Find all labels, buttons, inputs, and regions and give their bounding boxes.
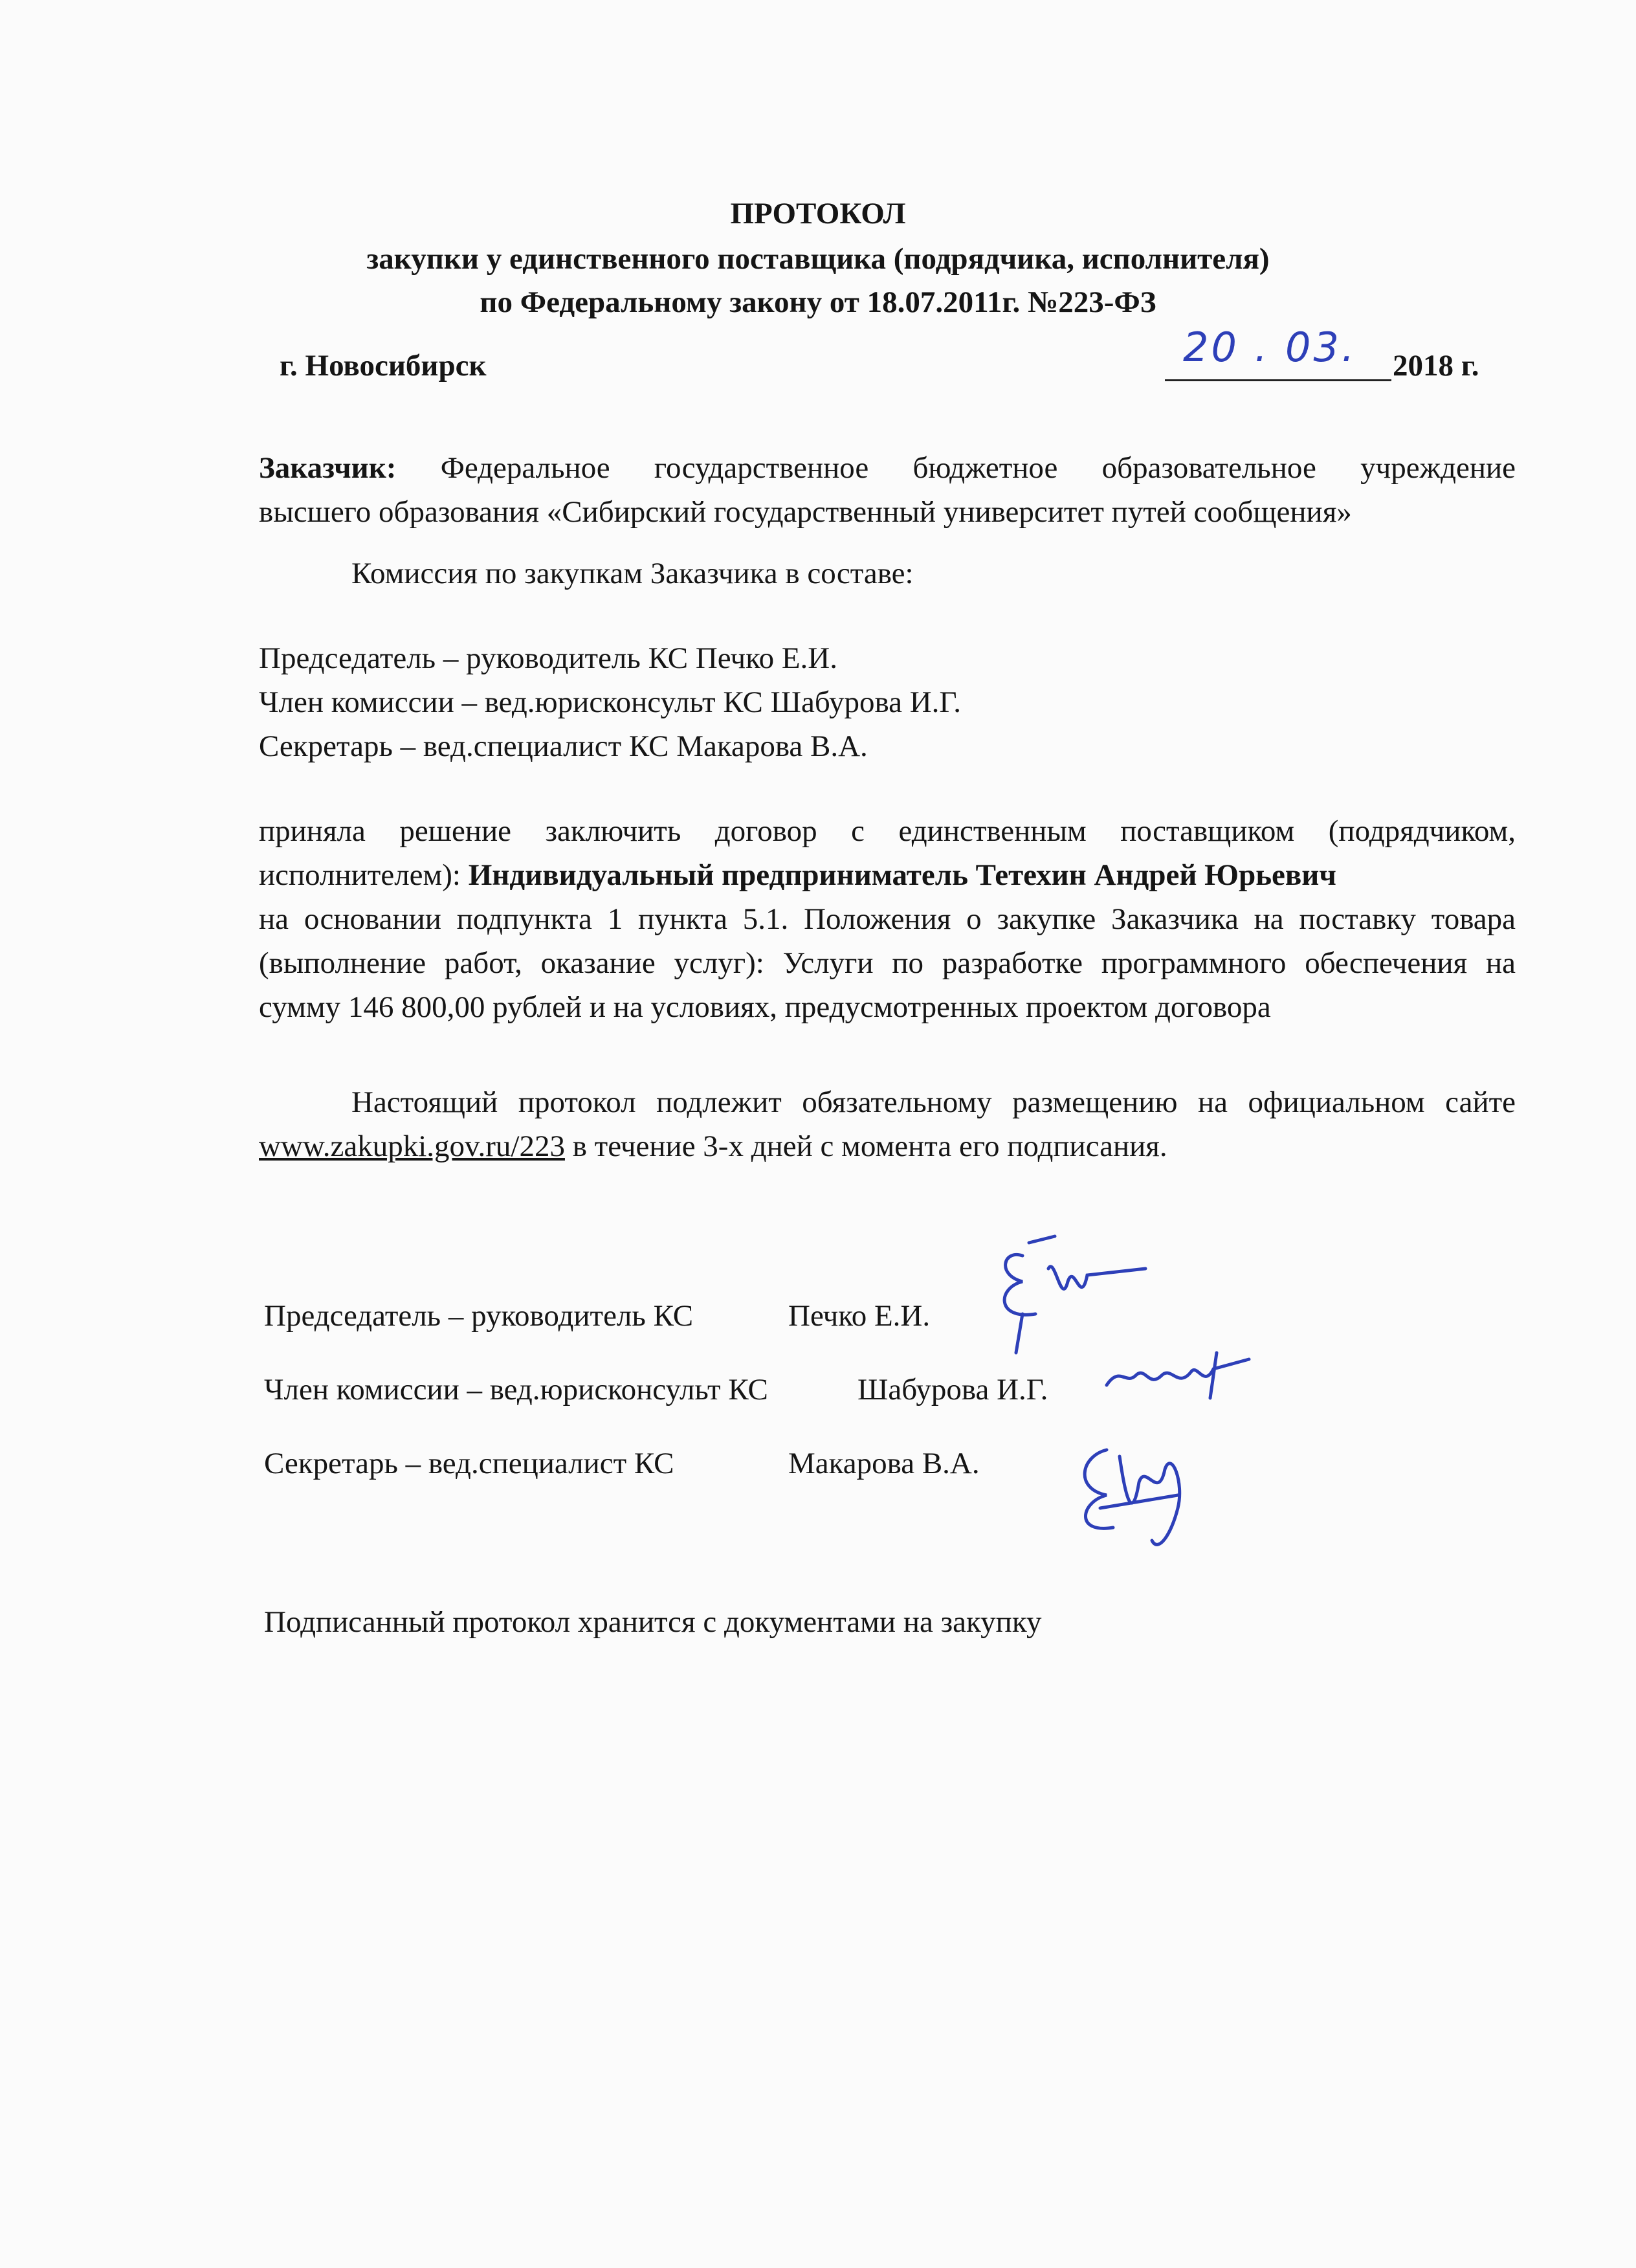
customer-line-2: высшего образования «Сибирский государственный университет путей сообщения»: [259, 495, 1352, 529]
signature-member: [1100, 1340, 1255, 1411]
date-underline: [1165, 379, 1391, 381]
signature-name: Шабурова И.Г.: [857, 1373, 1048, 1406]
document-subtitle-1: закупки у единственного поставщика (подрядчика, исполнителя): [366, 242, 1270, 276]
footer-note: Подписанный протокол хранится с документами на закупку: [264, 1605, 1042, 1639]
publication-line-2: [259, 1127, 1167, 1166]
decision-line-3: на основании подпункта 1 пункта 5.1. Положения о закупке Заказчика на поставку товара: [259, 902, 1516, 936]
commission-member: Секретарь – вед.специалист КС Макарова В.А.: [259, 729, 868, 763]
customer-label: Заказчик:: [259, 451, 397, 485]
signature-secretary: [1061, 1424, 1217, 1566]
signature-name: Печко Е.И.: [788, 1299, 931, 1333]
commission-member: Председатель – руководитель КС Печко Е.И.: [259, 641, 837, 675]
publication-rest: в течение 3-х дней с момента его подписания.: [564, 1129, 1167, 1163]
customer-line-1: [259, 449, 1516, 487]
publication-line-1: Настоящий протокол подлежит обязательному размещению на официальном сайте: [351, 1085, 1516, 1119]
signature-name: Макарова В.А.: [788, 1447, 980, 1480]
handwritten-date: 20 . 03.: [1183, 324, 1357, 371]
commission-intro: Комиссия по закупкам Заказчика в составе:: [351, 557, 914, 590]
decision-line-1: приняла решение заключить договор с единственным поставщиком (подрядчиком,: [259, 814, 1516, 848]
year: 2018 г.: [1393, 349, 1479, 383]
city: г. Новосибирск: [280, 349, 487, 383]
commission-member: Член комиссии – вед.юрисконсульт КС Шабурова И.Г.: [259, 685, 962, 719]
signature-role: Председатель – руководитель КС: [264, 1299, 694, 1333]
decision-prefix: исполнителем):: [259, 858, 461, 892]
decision-line-4: (выполнение работ, оказание услуг): Услуги по разработке программного обеспечения на: [259, 946, 1516, 980]
zakupki-link[interactable]: www.zakupki.gov.ru/223: [259, 1129, 565, 1163]
document-subtitle-2: по Федеральному закону от 18.07.2011г. №223-ФЗ: [480, 285, 1156, 319]
decision-line-2: [259, 856, 1336, 895]
signature-role: Член комиссии – вед.юрисконсульт КС: [264, 1373, 768, 1406]
decision-line-5: сумму 146 800,00 рублей и на условиях, предусмотренных проектом договора: [259, 990, 1271, 1024]
supplier-name: Индивидуальный предприниматель Тетехин Андрей Юрьевич: [468, 858, 1336, 892]
signature-role: Секретарь – вед.специалист КС: [264, 1447, 674, 1480]
customer-text-1: Федеральное государственное бюджетное образовательное учреждение: [440, 451, 1516, 485]
document-title: ПРОТОКОЛ: [730, 197, 906, 230]
